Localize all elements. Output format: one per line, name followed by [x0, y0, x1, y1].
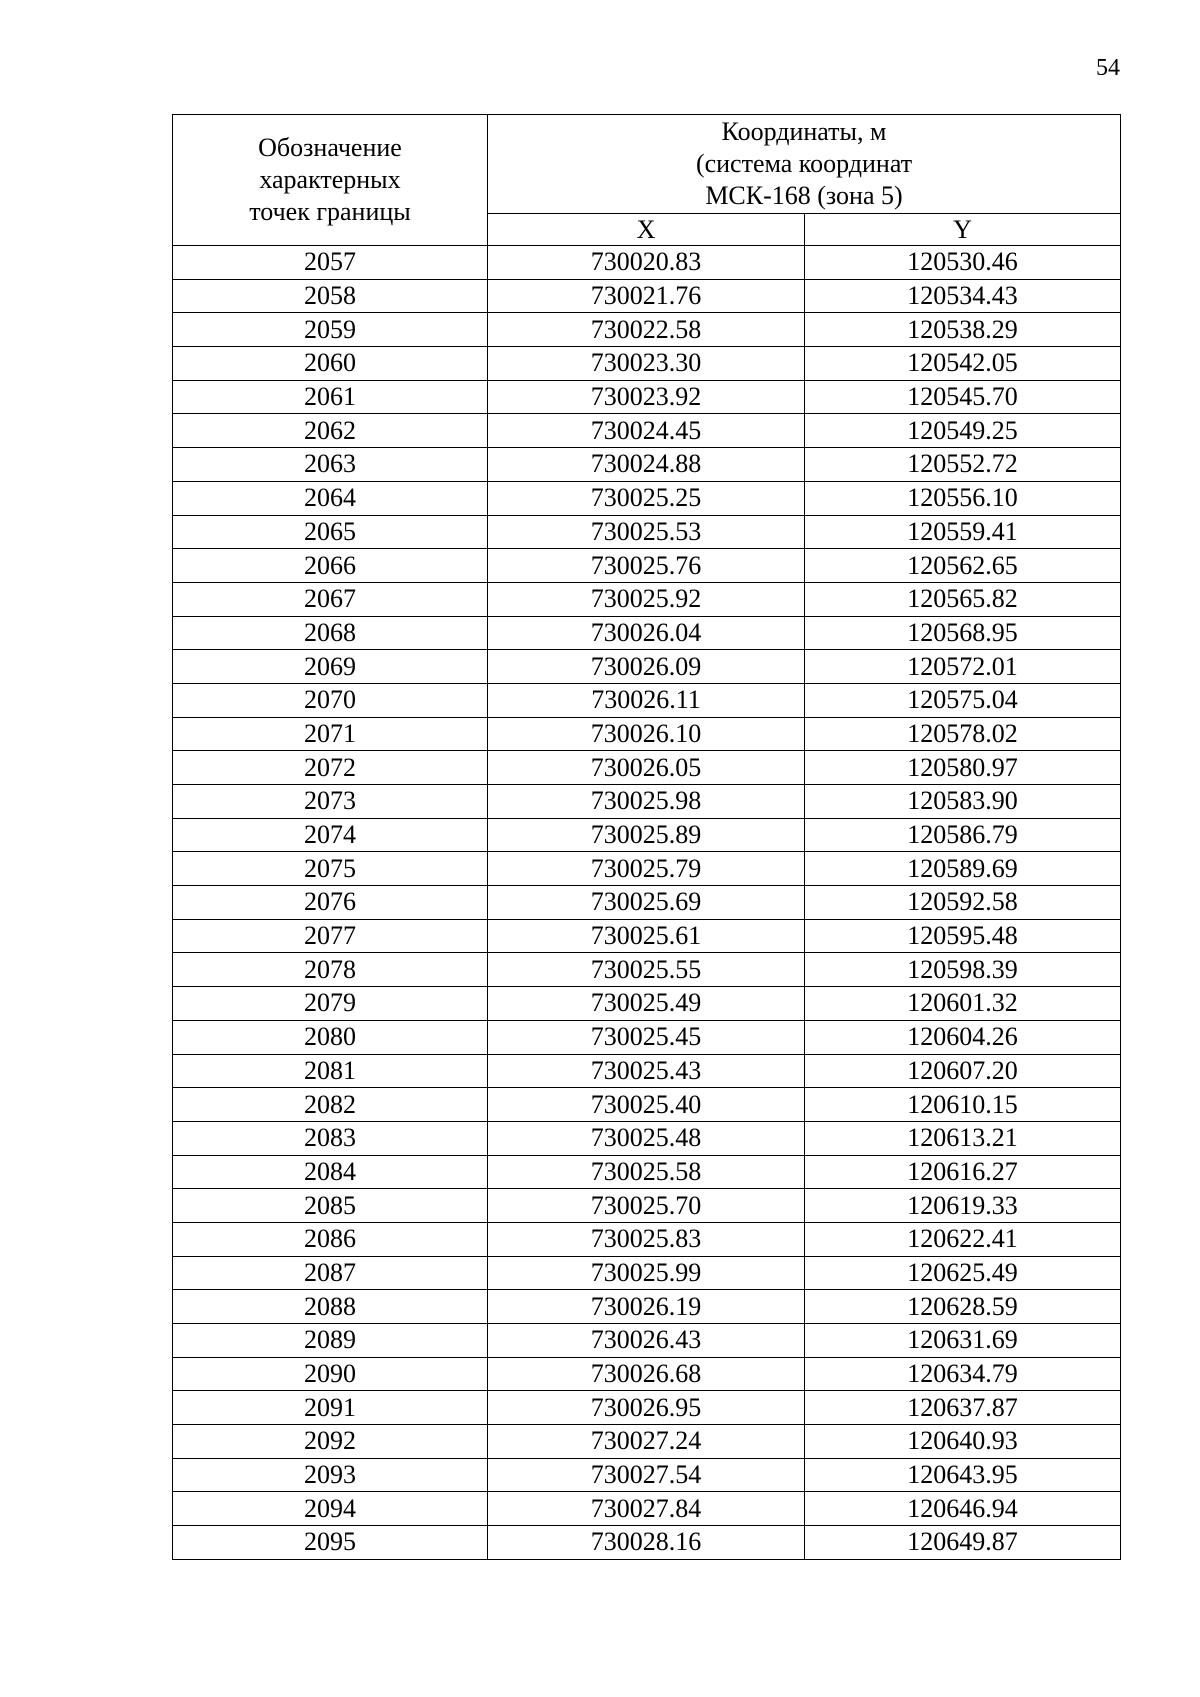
x-coordinate-cell: 730025.61: [488, 919, 805, 953]
y-coordinate-cell: 120586.79: [805, 818, 1121, 852]
y-coordinate-cell: 120565.82: [805, 582, 1121, 616]
point-id-cell: 2071: [173, 717, 488, 751]
table-row: [173, 380, 1121, 414]
table-row: [173, 1425, 1121, 1459]
table-row: [173, 1020, 1121, 1054]
point-id-cell: 2093: [173, 1458, 488, 1492]
y-coordinate-cell: 120628.59: [805, 1290, 1121, 1324]
x-coordinate-cell: 730026.19: [488, 1290, 805, 1324]
table-row: [173, 414, 1121, 448]
y-coordinate-cell: 120542.05: [805, 347, 1121, 381]
point-id-cell: 2060: [173, 347, 488, 381]
coords-header-line-2: (система координат: [695, 148, 913, 178]
y-coordinate-cell: 120575.04: [805, 683, 1121, 717]
x-coordinate-cell: 730022.58: [488, 313, 805, 347]
point-id-cell: 2063: [173, 448, 488, 482]
table-body: [173, 246, 1121, 1560]
x-coordinate-cell: 730026.05: [488, 751, 805, 785]
y-coordinate-cell: 120580.97: [805, 751, 1121, 785]
y-coordinate-cell: 120604.26: [805, 1020, 1121, 1054]
y-coordinate-cell: 120568.95: [805, 616, 1121, 650]
x-coordinate-cell: 730026.09: [488, 650, 805, 684]
table-row: [173, 919, 1121, 953]
point-id-cell: 2095: [173, 1526, 488, 1560]
table-row: [173, 1492, 1121, 1526]
table-row: [173, 582, 1121, 616]
coords-header-line-3: МСК-168 (зона 5): [705, 180, 903, 210]
table-row: [173, 448, 1121, 482]
table-row: [173, 1189, 1121, 1223]
point-id-cell: 2094: [173, 1492, 488, 1526]
point-id-cell: 2070: [173, 683, 488, 717]
point-id-cell: 2064: [173, 481, 488, 515]
coordinates-header: [488, 115, 1121, 214]
y-coordinate-cell: 120562.65: [805, 549, 1121, 583]
y-coordinate-cell: 120534.43: [805, 279, 1121, 313]
table-row: [173, 717, 1121, 751]
table-row: [173, 1357, 1121, 1391]
point-header-line-3: точек границы: [249, 197, 411, 226]
x-coordinate-cell: 730026.95: [488, 1391, 805, 1425]
table-row: [173, 650, 1121, 684]
x-coordinate-cell: 730027.54: [488, 1458, 805, 1492]
y-coordinate-cell: 120613.21: [805, 1121, 1121, 1155]
y-coordinate-cell: 120646.94: [805, 1492, 1121, 1526]
point-id-cell: 2074: [173, 818, 488, 852]
table-row: [173, 1290, 1121, 1324]
y-coordinate-cell: 120637.87: [805, 1391, 1121, 1425]
x-coordinate-cell: 730025.55: [488, 953, 805, 987]
x-coordinate-cell: 730025.25: [488, 481, 805, 515]
y-coordinate-cell: 120625.49: [805, 1256, 1121, 1290]
point-id-cell: 2062: [173, 414, 488, 448]
x-coordinate-cell: 730025.58: [488, 1155, 805, 1189]
y-coordinate-cell: 120549.25: [805, 414, 1121, 448]
x-coordinate-cell: 730025.79: [488, 852, 805, 886]
point-id-cell: 2067: [173, 582, 488, 616]
y-coordinate-cell: 120556.10: [805, 481, 1121, 515]
point-id-cell: 2072: [173, 751, 488, 785]
point-id-cell: 2077: [173, 919, 488, 953]
table-row: [173, 1526, 1121, 1560]
point-header-line-1: Обозначение: [258, 133, 402, 162]
y-coordinate-cell: 120552.72: [805, 448, 1121, 482]
point-id-cell: 2086: [173, 1222, 488, 1256]
point-id-cell: 2073: [173, 785, 488, 819]
page-number: 54: [1096, 55, 1120, 81]
table-row: [173, 987, 1121, 1021]
y-coordinate-cell: 120619.33: [805, 1189, 1121, 1223]
point-id-cell: 2091: [173, 1391, 488, 1425]
y-coordinate-cell: 120640.93: [805, 1425, 1121, 1459]
x-coordinate-cell: 730027.84: [488, 1492, 805, 1526]
point-id-cell: 2084: [173, 1155, 488, 1189]
y-coordinate-cell: 120607.20: [805, 1054, 1121, 1088]
x-coordinate-cell: 730025.76: [488, 549, 805, 583]
table-row: [173, 246, 1121, 280]
x-coordinate-cell: 730025.98: [488, 785, 805, 819]
point-header-line-2: характерных: [259, 165, 401, 194]
point-id-cell: 2083: [173, 1121, 488, 1155]
point-id-cell: 2057: [173, 246, 488, 280]
x-coordinate-cell: 730025.49: [488, 987, 805, 1021]
y-coordinate-cell: 120538.29: [805, 313, 1121, 347]
point-id-cell: 2059: [173, 313, 488, 347]
x-coordinate-cell: 730020.83: [488, 246, 805, 280]
y-coordinate-cell: 120572.01: [805, 650, 1121, 684]
y-coordinate-cell: 120530.46: [805, 246, 1121, 280]
point-id-cell: 2075: [173, 852, 488, 886]
point-id-cell: 2082: [173, 1088, 488, 1122]
table-row: [173, 751, 1121, 785]
table-row: [173, 1054, 1121, 1088]
x-coordinate-cell: 730028.16: [488, 1526, 805, 1560]
x-coordinate-cell: 730024.88: [488, 448, 805, 482]
x-coordinate-cell: 730025.48: [488, 1121, 805, 1155]
y-coordinate-cell: 120649.87: [805, 1526, 1121, 1560]
table-row: [173, 616, 1121, 650]
x-coordinate-cell: 730026.10: [488, 717, 805, 751]
point-id-cell: 2079: [173, 987, 488, 1021]
coordinates-table: [172, 114, 1121, 1560]
point-id-cell: 2085: [173, 1189, 488, 1223]
x-coordinate-cell: 730021.76: [488, 279, 805, 313]
table-row: [173, 481, 1121, 515]
y-coordinate-cell: 120622.41: [805, 1222, 1121, 1256]
point-id-cell: 2058: [173, 279, 488, 313]
x-coordinate-cell: 730025.43: [488, 1054, 805, 1088]
x-coordinate-cell: 730026.43: [488, 1324, 805, 1358]
point-id-cell: 2061: [173, 380, 488, 414]
table-row: [173, 953, 1121, 987]
y-coordinate-cell: 120559.41: [805, 515, 1121, 549]
point-id-cell: 2092: [173, 1425, 488, 1459]
point-id-cell: 2088: [173, 1290, 488, 1324]
table-row: [173, 347, 1121, 381]
point-id-cell: 2065: [173, 515, 488, 549]
table-row: [173, 785, 1121, 819]
y-column-header: Y: [805, 213, 1121, 246]
y-coordinate-cell: 120610.15: [805, 1088, 1121, 1122]
coords-header-line-1: Координаты, м: [721, 116, 887, 146]
x-coordinate-cell: 730025.92: [488, 582, 805, 616]
y-coordinate-cell: 120578.02: [805, 717, 1121, 751]
x-coordinate-cell: 730027.24: [488, 1425, 805, 1459]
table-row: [173, 313, 1121, 347]
point-id-cell: 2066: [173, 549, 488, 583]
y-coordinate-cell: 120601.32: [805, 987, 1121, 1021]
y-coordinate-cell: 120595.48: [805, 919, 1121, 953]
y-coordinate-cell: 120545.70: [805, 380, 1121, 414]
table-row: [173, 1088, 1121, 1122]
y-coordinate-cell: 120616.27: [805, 1155, 1121, 1189]
y-coordinate-cell: 120589.69: [805, 852, 1121, 886]
x-coordinate-cell: 730023.30: [488, 347, 805, 381]
point-id-cell: 2069: [173, 650, 488, 684]
y-coordinate-cell: 120598.39: [805, 953, 1121, 987]
table-row: [173, 1391, 1121, 1425]
x-coordinate-cell: 730025.69: [488, 886, 805, 920]
y-coordinate-cell: 120631.69: [805, 1324, 1121, 1358]
x-coordinate-cell: 730025.89: [488, 818, 805, 852]
table-row: [173, 549, 1121, 583]
x-column-header: X: [488, 213, 805, 246]
point-id-cell: 2076: [173, 886, 488, 920]
table-row: [173, 852, 1121, 886]
table-row: [173, 1222, 1121, 1256]
point-id-cell: 2087: [173, 1256, 488, 1290]
point-id-cell: 2081: [173, 1054, 488, 1088]
table-row: [173, 1155, 1121, 1189]
point-id-cell: 2078: [173, 953, 488, 987]
point-id-cell: 2090: [173, 1357, 488, 1391]
x-coordinate-cell: 730026.68: [488, 1357, 805, 1391]
x-coordinate-cell: 730025.40: [488, 1088, 805, 1122]
table-row: [173, 515, 1121, 549]
y-coordinate-cell: 120634.79: [805, 1357, 1121, 1391]
table-row: [173, 1256, 1121, 1290]
table-row: [173, 1324, 1121, 1358]
table-row: [173, 818, 1121, 852]
x-coordinate-cell: 730026.04: [488, 616, 805, 650]
point-id-cell: 2089: [173, 1324, 488, 1358]
y-coordinate-cell: 120592.58: [805, 886, 1121, 920]
table-row: [173, 1458, 1121, 1492]
x-coordinate-cell: 730023.92: [488, 380, 805, 414]
table-row: [173, 279, 1121, 313]
x-coordinate-cell: 730025.99: [488, 1256, 805, 1290]
point-id-cell: 2080: [173, 1020, 488, 1054]
x-coordinate-cell: 730024.45: [488, 414, 805, 448]
x-coordinate-cell: 730025.83: [488, 1222, 805, 1256]
x-coordinate-cell: 730025.45: [488, 1020, 805, 1054]
y-coordinate-cell: 120643.95: [805, 1458, 1121, 1492]
point-id-cell: 2068: [173, 616, 488, 650]
point-designation-header: [173, 115, 488, 246]
table-row: [173, 886, 1121, 920]
table-row: [173, 1121, 1121, 1155]
x-coordinate-cell: 730026.11: [488, 683, 805, 717]
x-coordinate-cell: 730025.53: [488, 515, 805, 549]
table-row: [173, 683, 1121, 717]
table-header: [173, 115, 1121, 246]
y-coordinate-cell: 120583.90: [805, 785, 1121, 819]
x-coordinate-cell: 730025.70: [488, 1189, 805, 1223]
